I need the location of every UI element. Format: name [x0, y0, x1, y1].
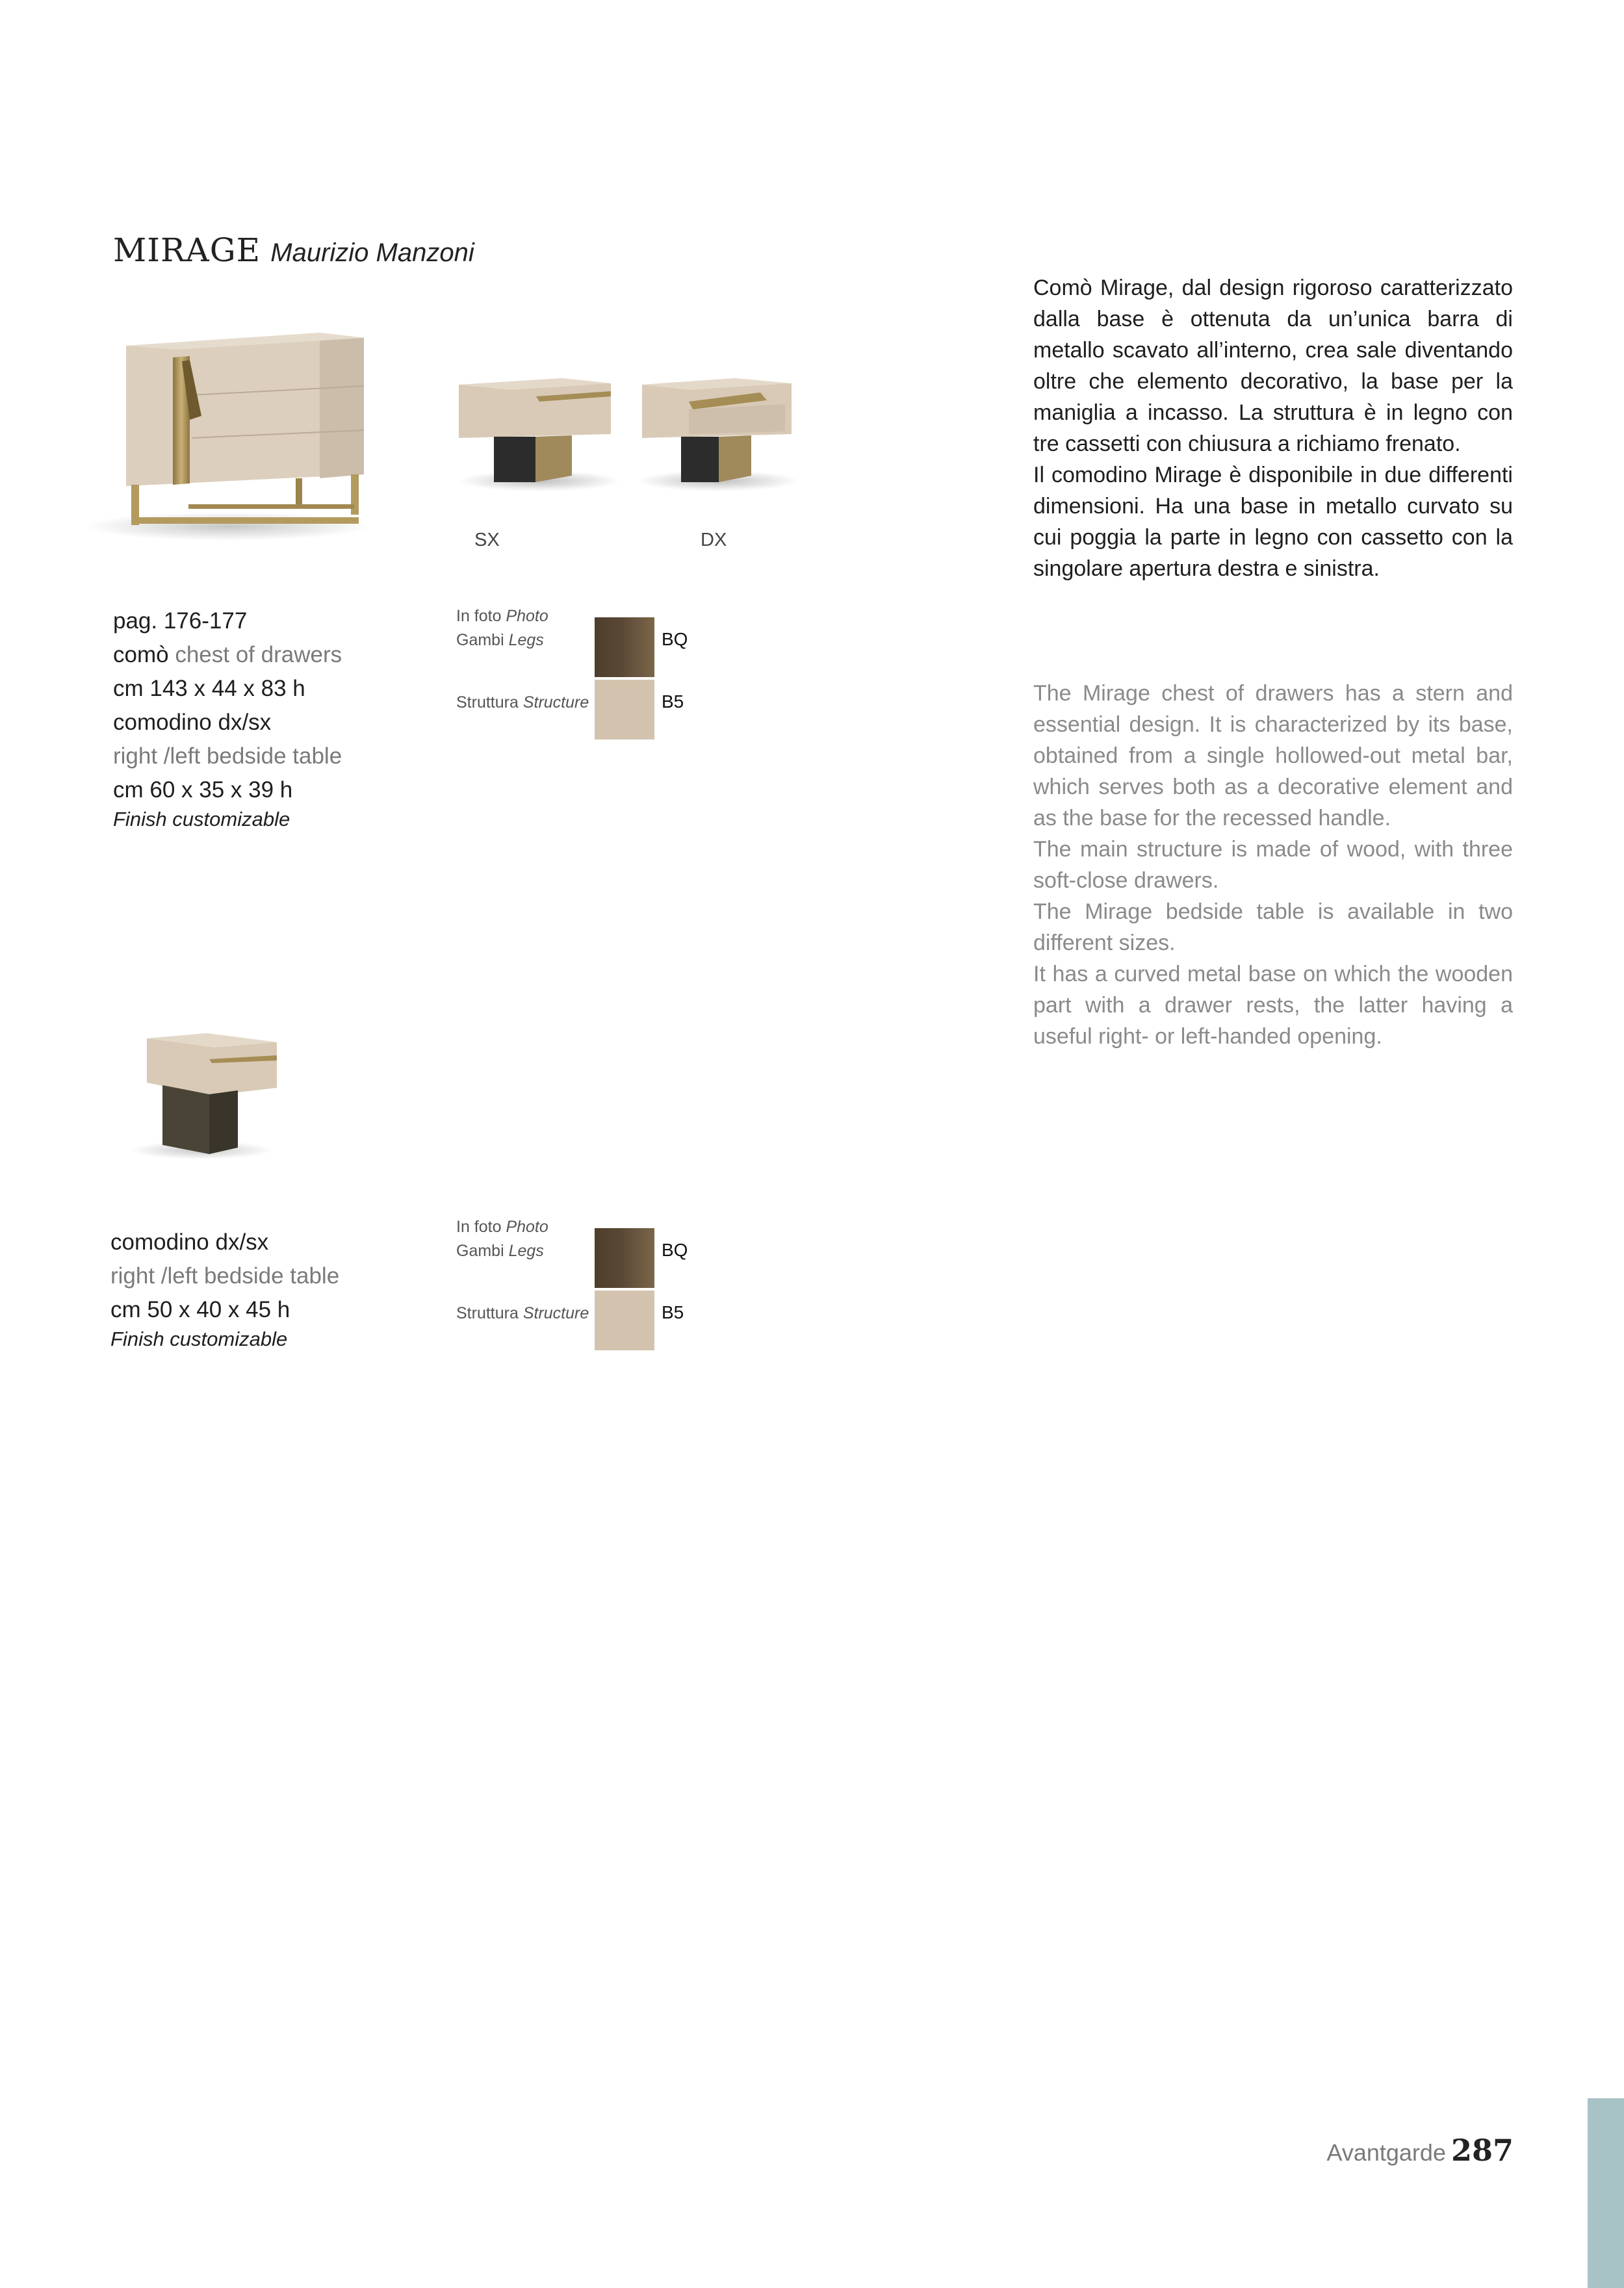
page-footer: [1326, 2133, 1514, 2168]
bedside-name-en-2: right /left bedside table: [110, 1263, 340, 1289]
chest-name: comò chest of drawers: [113, 642, 342, 667]
variant-label-dx: DX: [701, 530, 727, 550]
finish-labels-legs-2: In foto Photo Gambi Legs: [456, 1218, 548, 1260]
bedside-dimensions: cm 60 x 35 x 39 h: [113, 777, 293, 803]
section-name: Avantgarde: [1326, 2139, 1446, 2166]
bedside-table-dx-image: [630, 364, 806, 494]
bedside-dimensions-2: cm 50 x 40 x 45 h: [110, 1297, 290, 1322]
finish-note: Finish customizable: [113, 808, 290, 830]
small-bedside-table-image: [123, 1020, 292, 1163]
finish-note-2: Finish customizable: [110, 1328, 288, 1350]
legs-code-2: BQ: [662, 1240, 688, 1260]
chest-dimensions: cm 143 x 44 x 83 h: [113, 676, 305, 701]
description-en-paragraph-4: It has a curved metal base on which the wooden part with a drawer rests, the latter having a useful right- or left-handed opening.: [1033, 962, 1513, 1049]
finish-label-structure-2: Struttura Structure: [456, 1304, 589, 1322]
bedside-name-en: right /left bedside table: [113, 743, 342, 769]
description-italian: [1033, 272, 1513, 584]
description-en-paragraph-2: The main structure is made of wood, with three soft-close drawers.: [1033, 837, 1513, 893]
section-tab: [1588, 2098, 1624, 2288]
description-en-paragraph-3: The Mirage bedside table is available in two different sizes.: [1033, 899, 1513, 955]
legs-swatch-2: [595, 1228, 654, 1288]
collection-name: MIRAGE: [113, 231, 261, 269]
description-english: [1033, 678, 1513, 1052]
chest-of-drawers-image: [78, 318, 383, 552]
finish-label-structure-1: Struttura Structure: [456, 693, 589, 712]
spec-block-1: [113, 604, 342, 832]
legs-code-1: BQ: [662, 629, 688, 649]
structure-code-1: B5: [662, 691, 684, 712]
description-it-paragraph-2: Il comodino Mirage è disponibile in due differenti dimensioni. Ha una base in metallo curvato su cui poggia la parte in legno con cassetto con la singolare apertura destra e sinistra.: [1033, 463, 1513, 581]
bedside-name-it: comodino dx/sx: [113, 710, 272, 735]
description-it-paragraph-1: Comò Mirage, dal design rigoroso caratterizzato dalla base è ottenuta da un’unica barra di metallo scavato all’interno, crea sale diventando oltre che elemento decorativo, la base per la maniglia a incasso. La struttura è in legno con tre cassetti con chiusura a richiamo frenato.: [1033, 276, 1513, 456]
page-title: [113, 231, 474, 269]
finish-labels-legs-1: In foto Photo Gambi Legs: [456, 607, 548, 649]
page-number: 287: [1450, 2133, 1514, 2168]
bedside-name-it-2: comodino dx/sx: [110, 1229, 269, 1255]
spec-block-2: [110, 1226, 339, 1352]
description-en-paragraph-1: The Mirage chest of drawers has a stern and essential design. It is characterized by its base, obtained from a single hollowed-out metal bar, which serves both as a decorative element and as the base for the recessed handle.: [1033, 681, 1513, 830]
page-reference: pag. 176-177: [113, 608, 248, 634]
bedside-table-sx-image: [448, 364, 624, 494]
structure-swatch-2: [595, 1291, 654, 1350]
structure-code-2: B5: [662, 1302, 684, 1322]
legs-swatch-1: [595, 617, 654, 677]
structure-swatch-1: [595, 680, 654, 739]
variant-label-sx: SX: [474, 530, 500, 550]
designer-name: Maurizio Manzoni: [270, 238, 474, 267]
